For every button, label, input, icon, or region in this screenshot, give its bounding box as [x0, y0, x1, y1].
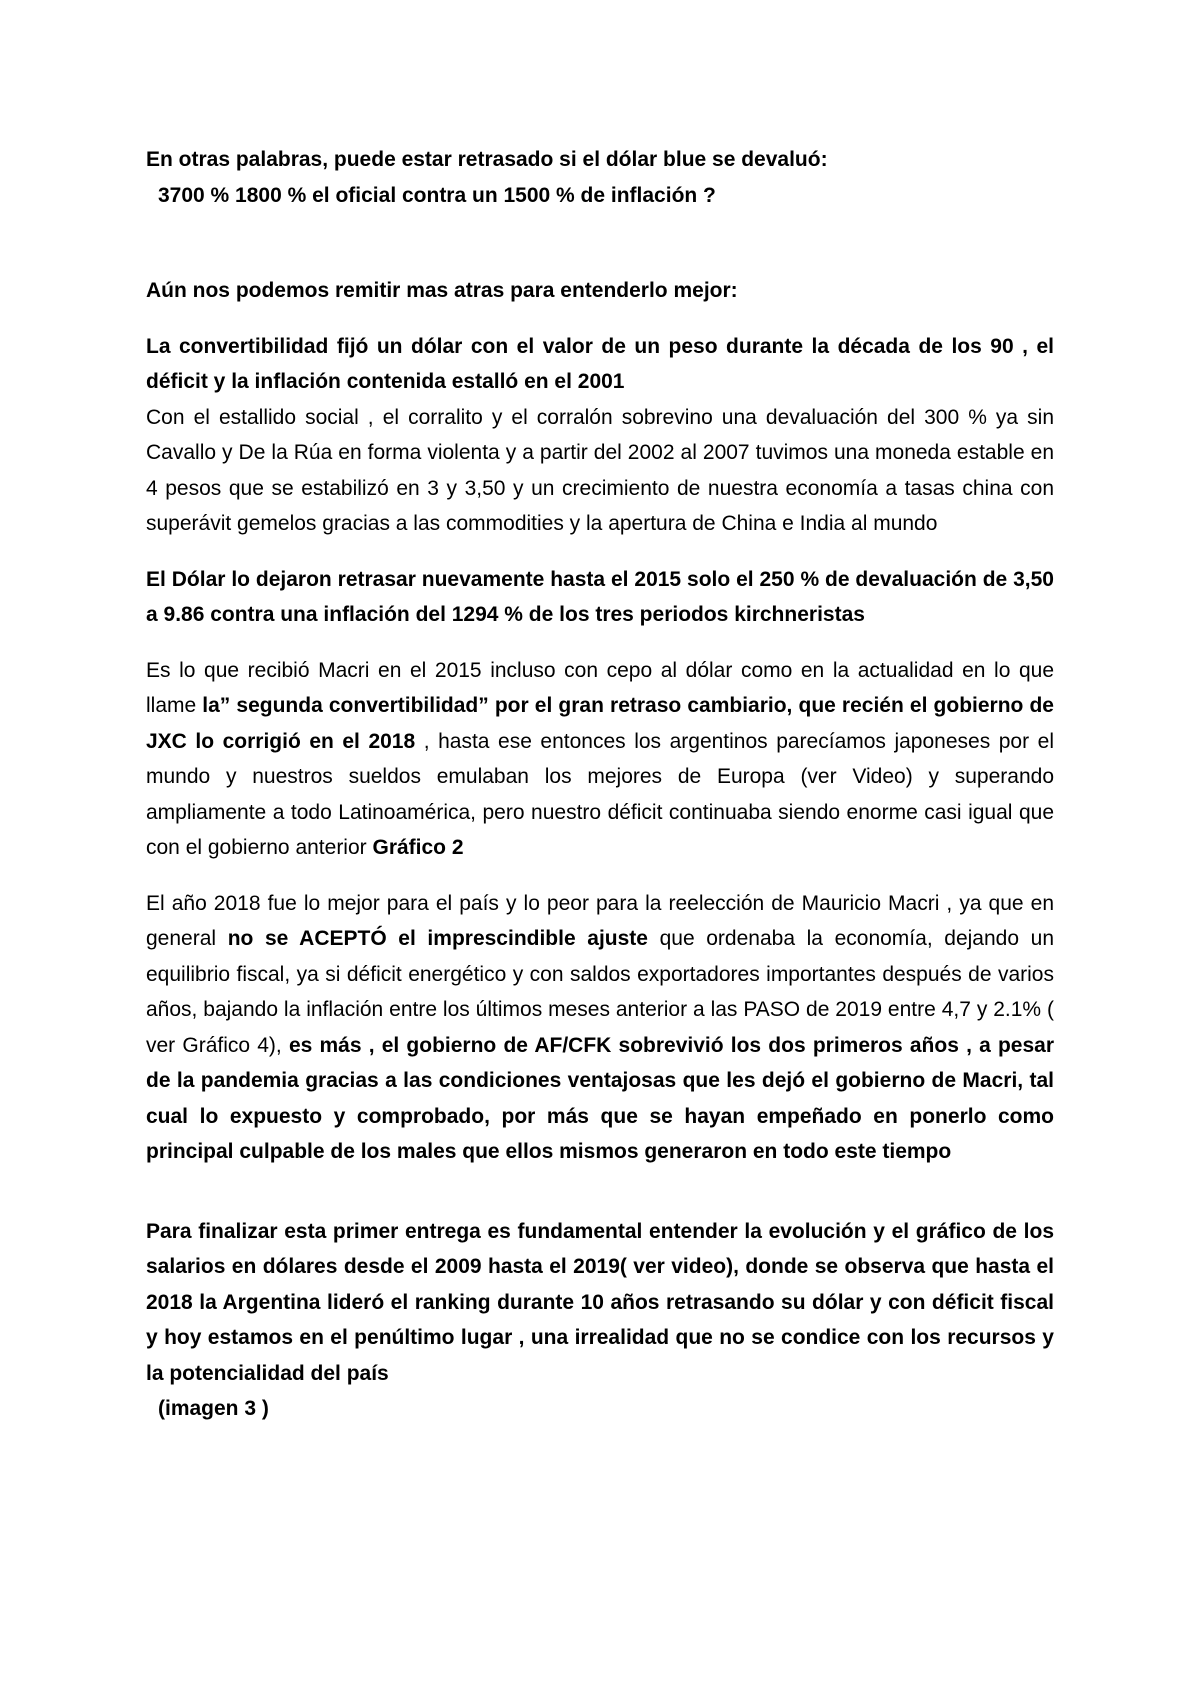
remit-paragraph: Aún nos podemos remitir mas atras para entenderlo mejor: [146, 279, 738, 302]
year-2018-bold-2: es más , el gobierno de AF/CFK sobrevivió los dos primeros años , a pesar de la pandemia gracias a las condiciones ventajosas que les dejó el gobierno de Macri, tal cual lo expuesto y comprobado, por más que se hayan empeñado en ponerlo como principal culpable de los males que ellos mismos generaron en todo este tiempo [146, 1033, 1054, 1163]
convertibility-body: Con el estallido social , el corralito y el corralón sobrevino una devaluación del 300 % ya sin Cavallo y De la Rúa en forma violenta y a partir del 2002 al 2007 tuvimos una moneda estable en 4 pesos que se estabilizó en 3 y 3,50 y un crecimiento de nuestra economía a tasas china con superávit gemelos gracias a las commodities y la apertura de China e India al mundo [146, 405, 1054, 535]
grafico-2-reference: Gráfico 2 [372, 836, 464, 859]
macri-bold-1: la” segunda convertibilidad” por el gran retraso cambiario, que recién el gobierno de JXC lo corrigió en el 2018 [146, 694, 1054, 753]
conclusion-paragraph: Para finalizar esta primer entrega es fundamental entender la evolución y el gráfico de los salarios en dólares desde el 2009 hasta el 2019( ver video), donde se observa que hasta el 2018 la Argentina lideró el ranking durante 10 años retrasando su dólar y con déficit fiscal y hoy estamos en el penúltimo lugar , una irrealidad que no se condice con los recursos y la potencialidad del país [146, 1219, 1054, 1385]
year-2018-text-1: El año 2018 fue lo mejor para el país y lo peor para la reelección de Mauricio Macri , ya que en general [146, 891, 1054, 950]
dollar-delay-paragraph: El Dólar lo dejaron retrasar nuevamente hasta el 2015 solo el 250 % de devaluación de 3,50 a 9.86 contra una inflación del 1294 % de los tres periodos kirchneristas [146, 567, 1054, 626]
image-caption: (imagen 3 ) [158, 1397, 269, 1420]
macri-text-2: , hasta ese entonces los argentinos parecíamos japoneses por el mundo y nuestros sueldos emulaban los mejores de Europa (ver Video) y superando ampliamente a todo Latinoamérica, pero nuestro déficit continuaba siendo enorme casi igual que con el gobierno anterior [146, 729, 1054, 859]
year-2018-paragraph [146, 886, 1054, 1170]
year-2018-bold-1: no se ACEPTÓ el imprescindible ajuste [227, 927, 648, 950]
intro-line: En otras palabras, puede estar retrasado si el dólar blue se devaluó: [146, 148, 828, 171]
document-body [146, 142, 1054, 1427]
percentages-line: 3700 % 1800 % el oficial contra un 1500 % de inflación ? [158, 183, 716, 207]
year-2018-text-2: que ordenaba la economía, dejando un equilibrio fiscal, ya si déficit energético y con saldos exportadores importantes después de varios años, bajando la inflación entre los últimos meses anterior a las PASO de 2019 entre 4,7 y 2.1% ( ver Gráfico 4), [146, 927, 1054, 1057]
convertibility-paragraph [146, 329, 1054, 542]
convertibility-heading: La convertibilidad fijó un dólar con el valor de un peso durante la década de los 90 , el déficit y la inflación contenida estalló en el 2001 [146, 334, 1054, 393]
macri-2015-paragraph [146, 653, 1054, 866]
macri-text-1: Es lo que recibió Macri en el 2015 incluso con cepo al dólar como en la actualidad en lo que llame [146, 658, 1054, 717]
